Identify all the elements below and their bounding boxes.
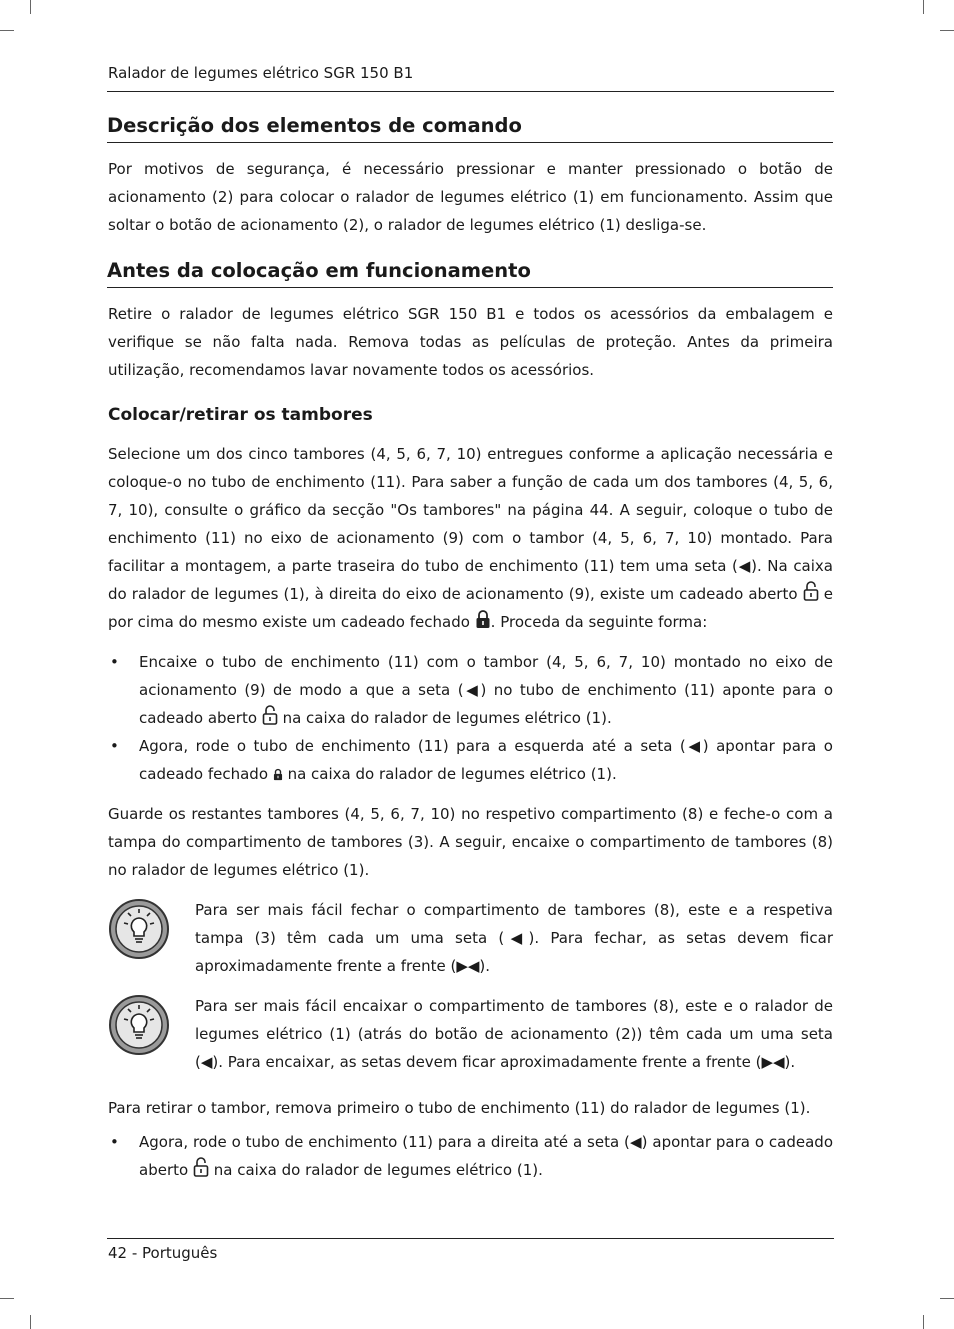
- footer-rule: [107, 1238, 834, 1239]
- crop-mark: [30, 0, 31, 14]
- drums-intro-text-1: Selecione um dos cinco tambores (4, 5, 6, 7, 10) entregues conforme a aplicação necessária e coloque-o no tubo de enchimento (11). Para saber a função de cada um dos tambores (4, 5, 6, 7, 10), consulte o gráfico da secção "Os tambores" na página 44. A seguir, coloque o tubo de enchimento (11) no eixo de acionamento (9) com o tambor (4, 5, 6, 7, 10) montado. Para facilitar a montagem, a parte traseira do tubo de enchimento (11) tem uma seta (◀). Na caixa do ralador de legumes (1), à direita do eixo de acionamento (9), existe um cadeado aberto: [108, 445, 833, 603]
- crop-mark: [940, 30, 954, 31]
- drums-intro-text-2: e por cima do mesmo existe um cadeado fechado: [108, 585, 833, 631]
- closed-padlock-icon: [475, 609, 491, 629]
- crop-mark: [923, 0, 924, 14]
- tip-text: Para ser mais fácil fechar o compartimento de tambores (8), este e a respetiva tampa (3) têm cada um uma seta (◀). Para fechar, as setas devem ficar aproximadamente frente a frente (▶◀).: [195, 901, 833, 975]
- tip-note: [108, 896, 833, 980]
- open-padlock-icon: [262, 705, 278, 725]
- tip-text: Para ser mais fácil encaixar o compartimento de tambores (8), este e o ralador de legumes elétrico (1) (atrás do botão de acionamento (2)) têm cada um uma seta (◀). Para encaixar, as setas devem ficar aproximadamente frente a frente (▶◀).: [195, 997, 833, 1071]
- store-drums-paragraph: Guarde os restantes tambores (4, 5, 6, 7, 10) no respetivo compartimento (8) e feche-o com a tampa do compartimento de tambores (3). A seguir, encaixe o compartimento de tambores (8) no ralador de legumes elétrico (1).: [108, 805, 833, 879]
- list-item-text-end: na caixa do ralador de legumes elétrico (1).: [282, 709, 612, 727]
- page-content: [108, 112, 833, 1184]
- remove-steps-list: [108, 1128, 833, 1184]
- drums-intro-text-3: . Proceda da seguinte forma:: [490, 613, 708, 631]
- open-padlock-icon: [193, 1157, 209, 1177]
- closed-padlock-icon: [273, 768, 283, 781]
- crop-mark: [940, 1298, 954, 1299]
- drums-intro-paragraph: [108, 440, 833, 636]
- remove-drum-paragraph: Para retirar o tambor, remova primeiro o tubo de enchimento (11) do ralador de legumes (1).: [108, 1099, 811, 1117]
- controls-paragraph: Por motivos de segurança, é necessário pressionar e manter pressionado o botão de acionamento (2) para colocar o ralador de legumes elétrico (1) em funcionamento. Assim que soltar o botão de acionamento (2), o ralador de legumes elétrico (1) desliga-se.: [108, 160, 833, 234]
- lightbulb-tip-icon: [108, 896, 195, 969]
- running-title: Ralador de legumes elétrico SGR 150 B1: [108, 64, 414, 82]
- crop-mark: [0, 1298, 14, 1299]
- section-heading-before-use: Antes da colocação em funcionamento: [107, 257, 833, 288]
- list-item-text: Agora, rode o tubo de enchimento (11) para a direita até a seta (◀) apontar para o cadeado aberto: [139, 1133, 833, 1179]
- open-padlock-icon: [803, 581, 819, 601]
- list-item-text-end: na caixa do ralador de legumes elétrico (1).: [213, 1161, 543, 1179]
- list-item: [108, 732, 833, 788]
- list-item-text-end: na caixa do ralador de legumes elétrico (1).: [287, 765, 617, 783]
- before-use-paragraph: Retire o ralador de legumes elétrico SGR 150 B1 e todos os acessórios da embalagem e verifique se não falta nada. Remova todas as películas de proteção. Antes da primeira utilização, recomendamos lavar novamente todos os acessórios.: [108, 305, 833, 379]
- crop-mark: [30, 1315, 31, 1329]
- section-heading-controls: Descrição dos elementos de comando: [107, 112, 833, 143]
- list-item: [108, 648, 833, 732]
- bullet-marker: •: [110, 737, 119, 755]
- bullet-marker: •: [110, 653, 119, 671]
- list-item-text: Agora, rode o tubo de enchimento (11) para a esquerda até a seta (◀) apontar para o cadeado fechado: [139, 737, 833, 783]
- bullet-marker: •: [110, 1133, 119, 1151]
- lightbulb-tip-icon: [108, 992, 195, 1065]
- page-number: 42 - Português: [108, 1244, 218, 1262]
- subsection-heading-drums: Colocar/retirar os tambores: [108, 405, 373, 425]
- crop-mark: [0, 30, 14, 31]
- crop-mark: [923, 1315, 924, 1329]
- list-item-text: Encaixe o tubo de enchimento (11) com o tambor (4, 5, 6, 7, 10) montado no eixo de acionamento (9) de modo a que a seta (◀) no tubo de enchimento (11) aponte para o cadeado aberto: [139, 653, 833, 727]
- header-rule: [107, 91, 834, 92]
- insert-steps-list: [108, 648, 833, 788]
- list-item: [108, 1128, 833, 1184]
- tip-note: [108, 992, 833, 1076]
